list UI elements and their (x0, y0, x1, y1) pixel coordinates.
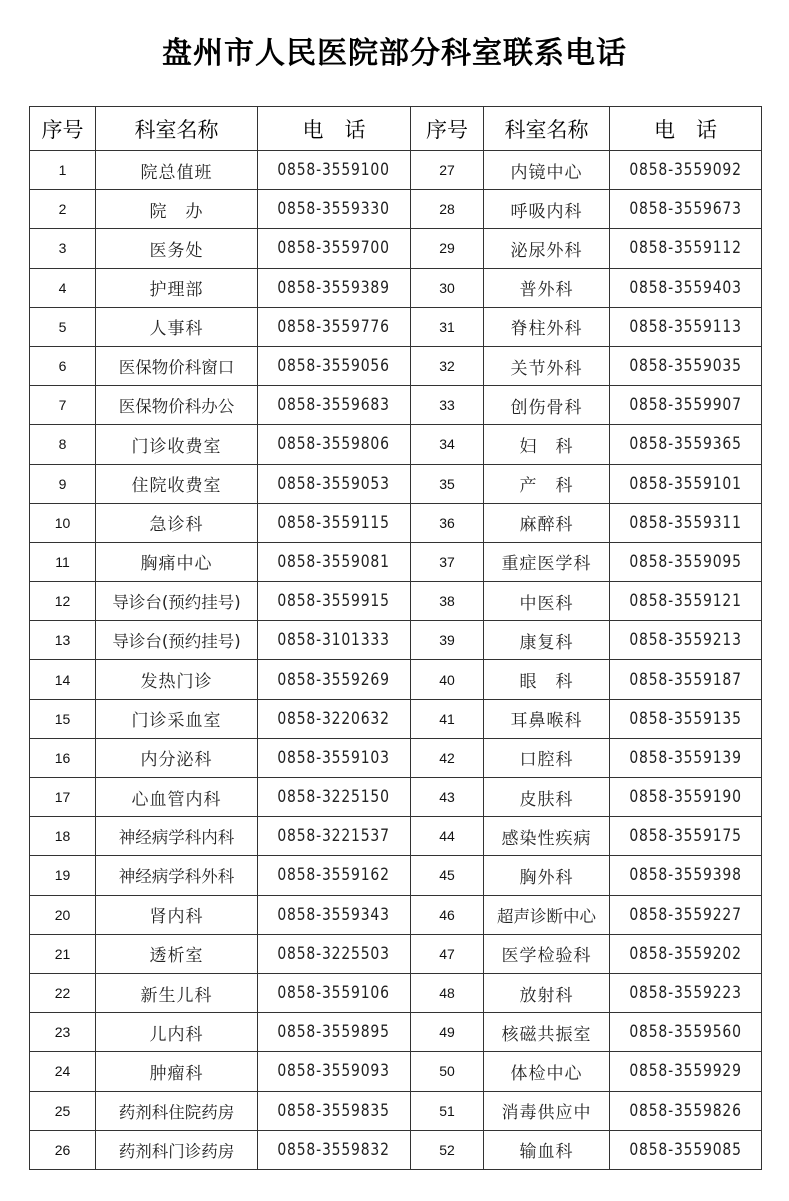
phone-cell (610, 817, 762, 856)
phone-number: 0858-3559673 (629, 199, 742, 220)
phone-number: 0858-3559113 (629, 316, 742, 337)
department-name: 院总值班 (96, 151, 258, 190)
phone-cell (610, 660, 762, 699)
table-row (30, 699, 762, 738)
row-number: 38 (411, 582, 484, 621)
row-number: 32 (411, 346, 484, 385)
phone-number: 0858-3559213 (629, 630, 742, 651)
department-name: 新生儿科 (96, 973, 258, 1012)
phone-cell (258, 660, 411, 699)
phone-cell (258, 699, 411, 738)
table-row (30, 738, 762, 777)
department-name: 体检中心 (484, 1052, 610, 1091)
phone-cell (258, 582, 411, 621)
row-number: 24 (30, 1052, 96, 1091)
row-number: 3 (30, 229, 96, 268)
phone-number: 0858-3101333 (277, 630, 391, 651)
phone-cell (610, 1130, 762, 1169)
department-name: 胸痛中心 (96, 542, 258, 581)
row-number: 41 (411, 699, 484, 738)
phone-number: 0858-3559139 (629, 747, 742, 768)
phone-number: 0858-3559560 (629, 1022, 742, 1043)
phone-number: 0858-3559085 (629, 1139, 742, 1160)
department-name: 口腔科 (484, 738, 610, 777)
department-name: 人事科 (96, 307, 258, 346)
department-name: 门诊收费室 (96, 425, 258, 464)
department-name: 呼吸内科 (484, 190, 610, 229)
phone-number: 0858-3559832 (277, 1139, 391, 1160)
phone-number: 0858-3559202 (629, 943, 742, 964)
phone-cell (258, 346, 411, 385)
phone-cell (258, 386, 411, 425)
header-phone: 电 话 (610, 107, 762, 151)
phone-number: 0858-3559103 (277, 747, 391, 768)
row-number: 8 (30, 425, 96, 464)
phone-cell (258, 268, 411, 307)
phone-number: 0858-3559115 (277, 512, 391, 533)
department-name: 感染性疾病 (484, 817, 610, 856)
department-name: 耳鼻喉科 (484, 699, 610, 738)
department-name: 神经病学科外科 (96, 856, 258, 895)
row-number: 44 (411, 817, 484, 856)
table-row (30, 425, 762, 464)
department-name: 医务处 (96, 229, 258, 268)
department-name: 神经病学科内科 (96, 817, 258, 856)
row-number: 14 (30, 660, 96, 699)
header-no: 序号 (30, 107, 96, 151)
table-row (30, 934, 762, 973)
table-row (30, 1013, 762, 1052)
department-name: 医保物价科办公 (96, 386, 258, 425)
row-number: 31 (411, 307, 484, 346)
table-row (30, 1130, 762, 1169)
phone-cell (610, 1052, 762, 1091)
phone-number: 0858-3559092 (629, 160, 742, 181)
table-row (30, 307, 762, 346)
row-number: 50 (411, 1052, 484, 1091)
row-number: 2 (30, 190, 96, 229)
department-name: 心血管内科 (96, 778, 258, 817)
department-name: 消毒供应中 (484, 1091, 610, 1130)
phone-cell (258, 895, 411, 934)
department-name: 内分泌科 (96, 738, 258, 777)
phone-cell (258, 1091, 411, 1130)
phone-number: 0858-3559100 (277, 160, 391, 181)
phone-cell (610, 307, 762, 346)
phone-cell (258, 503, 411, 542)
department-name: 关节外科 (484, 346, 610, 385)
department-name: 妇 科 (484, 425, 610, 464)
phone-number: 0858-3559053 (277, 473, 391, 494)
row-number: 30 (411, 268, 484, 307)
phone-number: 0858-3559187 (629, 669, 742, 690)
table-row (30, 817, 762, 856)
row-number: 1 (30, 151, 96, 190)
phone-cell (258, 1052, 411, 1091)
row-number: 12 (30, 582, 96, 621)
row-number: 6 (30, 346, 96, 385)
phone-cell (610, 1091, 762, 1130)
table-header-row (30, 107, 762, 151)
header-no: 序号 (411, 107, 484, 151)
phone-number: 0858-3559776 (277, 316, 391, 337)
phone-cell (610, 503, 762, 542)
phone-number: 0858-3559915 (277, 591, 391, 612)
department-name: 胸外科 (484, 856, 610, 895)
phone-cell (610, 542, 762, 581)
phone-number: 0858-3559106 (277, 983, 391, 1004)
table-row (30, 895, 762, 934)
row-number: 17 (30, 778, 96, 817)
phone-number: 0858-3559398 (629, 865, 742, 886)
phone-number: 0858-3559907 (629, 395, 742, 416)
phone-number: 0858-3220632 (277, 708, 391, 729)
phone-number: 0858-3559343 (277, 904, 391, 925)
phone-cell (258, 738, 411, 777)
phone-number: 0858-3559056 (277, 356, 391, 377)
contact-table (29, 106, 762, 1170)
department-name: 中医科 (484, 582, 610, 621)
phone-cell (258, 778, 411, 817)
department-name: 麻醉科 (484, 503, 610, 542)
phone-number: 0858-3559135 (629, 708, 742, 729)
phone-cell (258, 307, 411, 346)
phone-cell (610, 973, 762, 1012)
phone-number: 0858-3559700 (277, 238, 391, 259)
table-row (30, 151, 762, 190)
table-row (30, 1052, 762, 1091)
table-row (30, 973, 762, 1012)
phone-number: 0858-3225150 (277, 787, 391, 808)
phone-cell (610, 151, 762, 190)
phone-cell (610, 738, 762, 777)
phone-cell (258, 934, 411, 973)
phone-cell (610, 699, 762, 738)
department-name: 普外科 (484, 268, 610, 307)
department-name: 门诊采血室 (96, 699, 258, 738)
department-name: 重症医学科 (484, 542, 610, 581)
row-number: 40 (411, 660, 484, 699)
row-number: 51 (411, 1091, 484, 1130)
department-name: 医保物价科窗口 (96, 346, 258, 385)
department-name: 肾内科 (96, 895, 258, 934)
department-name: 眼 科 (484, 660, 610, 699)
department-name: 脊柱外科 (484, 307, 610, 346)
row-number: 28 (411, 190, 484, 229)
phone-cell (258, 425, 411, 464)
department-name: 皮肤科 (484, 778, 610, 817)
phone-number: 0858-3559112 (629, 238, 742, 259)
department-name: 院 办 (96, 190, 258, 229)
table-row (30, 542, 762, 581)
row-number: 35 (411, 464, 484, 503)
phone-cell (610, 229, 762, 268)
phone-number: 0858-3559806 (277, 434, 391, 455)
row-number: 29 (411, 229, 484, 268)
phone-cell (610, 934, 762, 973)
phone-number: 0858-3559227 (629, 904, 742, 925)
department-name: 产 科 (484, 464, 610, 503)
row-number: 22 (30, 973, 96, 1012)
department-name: 创伤骨科 (484, 386, 610, 425)
phone-cell (258, 190, 411, 229)
department-name: 医学检验科 (484, 934, 610, 973)
phone-number: 0858-3559093 (277, 1061, 391, 1082)
phone-cell (610, 425, 762, 464)
table-row (30, 464, 762, 503)
row-number: 20 (30, 895, 96, 934)
phone-cell (258, 973, 411, 1012)
phone-number: 0858-3559895 (277, 1022, 391, 1043)
row-number: 26 (30, 1130, 96, 1169)
row-number: 11 (30, 542, 96, 581)
phone-number: 0858-3559835 (277, 1100, 391, 1121)
phone-cell (610, 190, 762, 229)
phone-number: 0858-3559403 (629, 277, 742, 298)
row-number: 52 (411, 1130, 484, 1169)
row-number: 10 (30, 503, 96, 542)
phone-cell (610, 464, 762, 503)
table-row (30, 268, 762, 307)
department-name: 放射科 (484, 973, 610, 1012)
table-row (30, 229, 762, 268)
department-name: 急诊科 (96, 503, 258, 542)
row-number: 21 (30, 934, 96, 973)
department-name: 护理部 (96, 268, 258, 307)
row-number: 48 (411, 973, 484, 1012)
table-row (30, 856, 762, 895)
phone-number: 0858-3559683 (277, 395, 391, 416)
row-number: 23 (30, 1013, 96, 1052)
table-row (30, 503, 762, 542)
row-number: 13 (30, 621, 96, 660)
table-row (30, 660, 762, 699)
row-number: 25 (30, 1091, 96, 1130)
row-number: 45 (411, 856, 484, 895)
row-number: 39 (411, 621, 484, 660)
department-name: 儿内科 (96, 1013, 258, 1052)
row-number: 19 (30, 856, 96, 895)
page-title: 盘州市人民医院部分科室联系电话 (162, 36, 627, 71)
phone-number: 0858-3559035 (629, 356, 742, 377)
phone-cell (610, 582, 762, 621)
phone-number: 0858-3559095 (629, 551, 742, 572)
phone-number: 0858-3559081 (277, 551, 391, 572)
table-row (30, 582, 762, 621)
department-name: 康复科 (484, 621, 610, 660)
phone-number: 0858-3559101 (629, 473, 742, 494)
department-name: 住院收费室 (96, 464, 258, 503)
phone-number: 0858-3559929 (629, 1061, 742, 1082)
phone-cell (610, 778, 762, 817)
department-name: 内镜中心 (484, 151, 610, 190)
department-name: 发热门诊 (96, 660, 258, 699)
row-number: 47 (411, 934, 484, 973)
phone-cell (258, 1130, 411, 1169)
phone-number: 0858-3559269 (277, 669, 391, 690)
department-name: 透析室 (96, 934, 258, 973)
phone-number: 0858-3559365 (629, 434, 742, 455)
row-number: 49 (411, 1013, 484, 1052)
department-name: 输血科 (484, 1130, 610, 1169)
table-row (30, 778, 762, 817)
phone-cell (258, 542, 411, 581)
table-row (30, 386, 762, 425)
row-number: 42 (411, 738, 484, 777)
header-phone: 电 话 (258, 107, 411, 151)
phone-cell (610, 1013, 762, 1052)
table-row (30, 190, 762, 229)
phone-cell (610, 386, 762, 425)
phone-cell (258, 229, 411, 268)
row-number: 46 (411, 895, 484, 934)
row-number: 16 (30, 738, 96, 777)
row-number: 9 (30, 464, 96, 503)
phone-cell (258, 817, 411, 856)
phone-number: 0858-3559826 (629, 1100, 742, 1121)
department-name: 药剂科住院药房 (96, 1091, 258, 1130)
phone-cell (610, 268, 762, 307)
row-number: 37 (411, 542, 484, 581)
phone-cell (610, 856, 762, 895)
phone-cell (610, 895, 762, 934)
row-number: 43 (411, 778, 484, 817)
row-number: 7 (30, 386, 96, 425)
row-number: 34 (411, 425, 484, 464)
phone-number: 0858-3559330 (277, 199, 391, 220)
row-number: 5 (30, 307, 96, 346)
table-row (30, 1091, 762, 1130)
row-number: 27 (411, 151, 484, 190)
department-name: 肿瘤科 (96, 1052, 258, 1091)
row-number: 33 (411, 386, 484, 425)
row-number: 15 (30, 699, 96, 738)
phone-number: 0858-3559190 (629, 787, 742, 808)
phone-number: 0858-3559175 (629, 826, 742, 847)
phone-number: 0858-3225503 (277, 943, 391, 964)
phone-cell (258, 151, 411, 190)
phone-number: 0858-3559311 (629, 512, 742, 533)
header-department: 科室名称 (96, 107, 258, 151)
phone-number: 0858-3559121 (629, 591, 742, 612)
row-number: 4 (30, 268, 96, 307)
department-name: 导诊台(预约挂号) (96, 582, 258, 621)
phone-cell (258, 856, 411, 895)
department-name: 泌尿外科 (484, 229, 610, 268)
phone-number: 0858-3559223 (629, 983, 742, 1004)
phone-number: 0858-3559162 (277, 865, 391, 886)
phone-number: 0858-3559389 (277, 277, 391, 298)
row-number: 18 (30, 817, 96, 856)
table-row (30, 621, 762, 660)
phone-cell (610, 621, 762, 660)
department-name: 药剂科门诊药房 (96, 1130, 258, 1169)
phone-number: 0858-3221537 (277, 826, 391, 847)
department-name: 超声诊断中心 (484, 895, 610, 934)
table-row (30, 346, 762, 385)
phone-cell (258, 464, 411, 503)
phone-cell (610, 346, 762, 385)
header-department: 科室名称 (484, 107, 610, 151)
department-name: 导诊台(预约挂号) (96, 621, 258, 660)
phone-cell (258, 621, 411, 660)
department-name: 核磁共振室 (484, 1013, 610, 1052)
row-number: 36 (411, 503, 484, 542)
phone-cell (258, 1013, 411, 1052)
